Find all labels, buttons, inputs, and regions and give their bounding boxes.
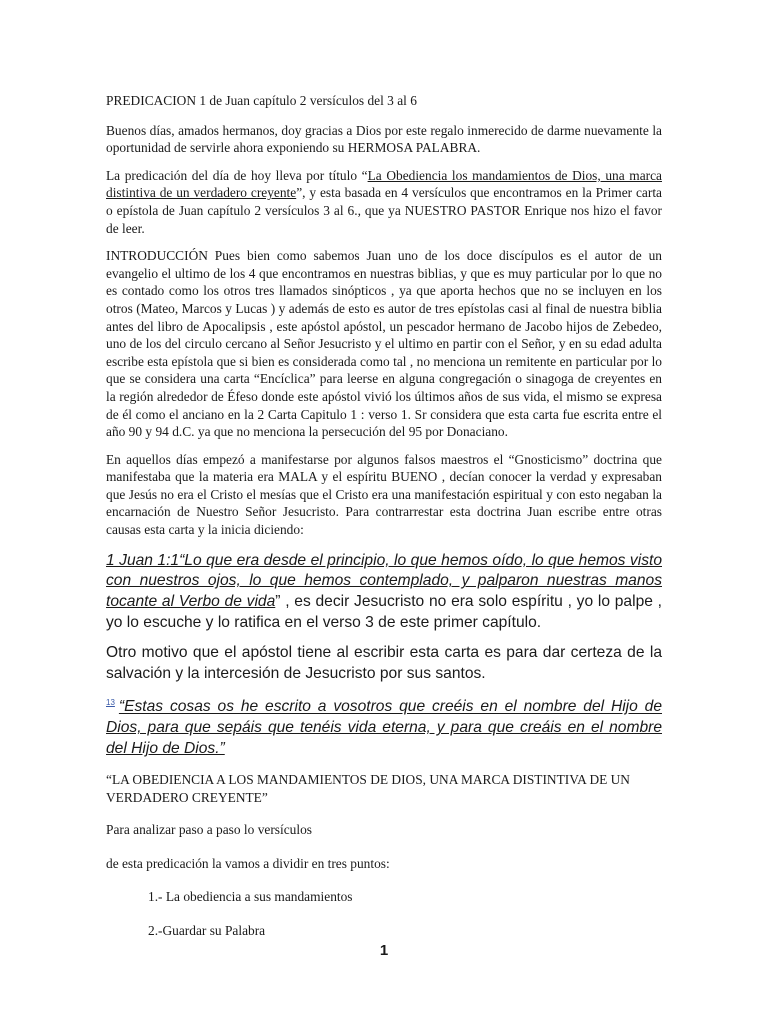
- quote-2-text: “Estas cosas os he escrito a vosotros que creéis en el nombre del Hijo de Dios, para que sepáis que tenéis vida eterna, y para que creáis en el nombre del Hijo de Dios.”: [106, 698, 662, 758]
- analizar-line-2: de esta predicación la vamos a dividir en tres puntos:: [106, 855, 390, 871]
- quote-1-post: ” , es decir Jesucristo no era solo espíritu , yo lo palpe , yo lo escuche y lo ratifica en el verso 3 de este primer capítulo.: [106, 593, 662, 632]
- gnosticismo-paragraph: En aquellos días empezó a manifestarse por algunos falsos maestros el “Gnosticismo” doctrina que manifestaba que la materia era MALA y el espíritu BUENO , decían conocer la verdad y expresaban que Jesús no era el Cristo el mesías que el Cristo era una manifestación espiritual y con esto negaban la encarnación de Nuestro Señor Jesucristo. Para contrarrestar esta doctrina Juan escribe entre otras causas esta carta y la inicia diciendo:: [106, 451, 662, 538]
- analizar-line-1: Para analizar paso a paso lo versículos: [106, 822, 312, 838]
- introduccion-paragraph: INTRODUCCIÓN Pues bien como sabemos Juan uno de los doce discípulos es el autor de un evangelio el ultimo de los 4 que encontramos en nuestras biblias, y que es muy particular por lo que no es contado como los otros tres llamados sinópticos , ya que aporta hechos que no se incluyen en los otros (Mateo, Marcos y Lucas ) y además de esto es autor de tres epístolas casi al final de nuestra biblia antes del libro de Apocalipsis , este apóstol apóstol, un pescador hermano de Jacobo hijos de Zebedeo, uno de los del circulo cercano al Señor Jesucristo y el ultimo en partir con el Señor, y en su edad adulta escribe esta epístola que si bien es considerada como tal , no menciona un remitente en particular por lo que se considera una carta “Encíclica” para leerse en alguna congregación o sinagoga de creyentes en la región alrededor de Éfeso donde este apóstol vivió los últimos años de sus vida, el mismo se expresa de él como el anciano en la 2 Carta Capitulo 1 : verso 1. Sr considera que esta carta fue escrita entre el año 90 y 94 d.C. ya que no menciona la persecución del 95 por Donaciano.: [106, 248, 662, 440]
- document-page: [106, 92, 662, 940]
- footnote-marker[interactable]: 13: [106, 698, 115, 708]
- quote-2: [106, 693, 662, 760]
- title-caps: “LA OBEDIENCIA A LOS MANDAMIENTOS DE DIOS, UNA MARCA DISTINTIVA DE UN VERDADERO CREYENTE”: [106, 772, 630, 805]
- point-1: 1.- La obediencia a sus mandamientos: [148, 889, 353, 905]
- quote-1-juan: [106, 551, 662, 634]
- quote-1-text: 1 Juan 1:1“Lo que era desde el principio, lo que hemos oído, lo que hemos visto con nuestros ojos, lo que hemos contemplado, y palparon nuestras manos tocante al Verbo de vida: [106, 551, 662, 611]
- intro-paragraph: [106, 167, 662, 237]
- intro-pre: La predicación del día de hoy lleva por título “: [106, 167, 368, 183]
- heading: PREDICACION 1 de Juan capítulo 2 versículos del 3 al 6: [106, 93, 417, 108]
- point-2: 2.-Guardar su Palabra: [148, 922, 266, 938]
- motivo-paragraph: Otro motivo que el apóstol tiene al escribir esta carta es para dar certeza de la salvación y la intercesión de Jesucristo por sus santos.: [106, 643, 662, 682]
- page-number: 1: [379, 942, 389, 959]
- intro-post: ”, y esta basada en 4 versículos que encontramos en la Primer carta o epístola de Juan capítulo 2 versículos 3 al 6., que ya NUESTRO PASTOR Enrique nos hizo el favor de leer.: [106, 185, 662, 236]
- greeting-paragraph: Buenos días, amados hermanos, doy gracias a Dios por este regalo inmerecido de darme nuevamente la oportunidad de servirle ahora exponiendo su HERMOSA PALABRA.: [106, 122, 662, 156]
- sermon-title-link: La Obediencia los mandamientos de Dios, una marca distintiva de un verdadero creyente: [106, 167, 662, 201]
